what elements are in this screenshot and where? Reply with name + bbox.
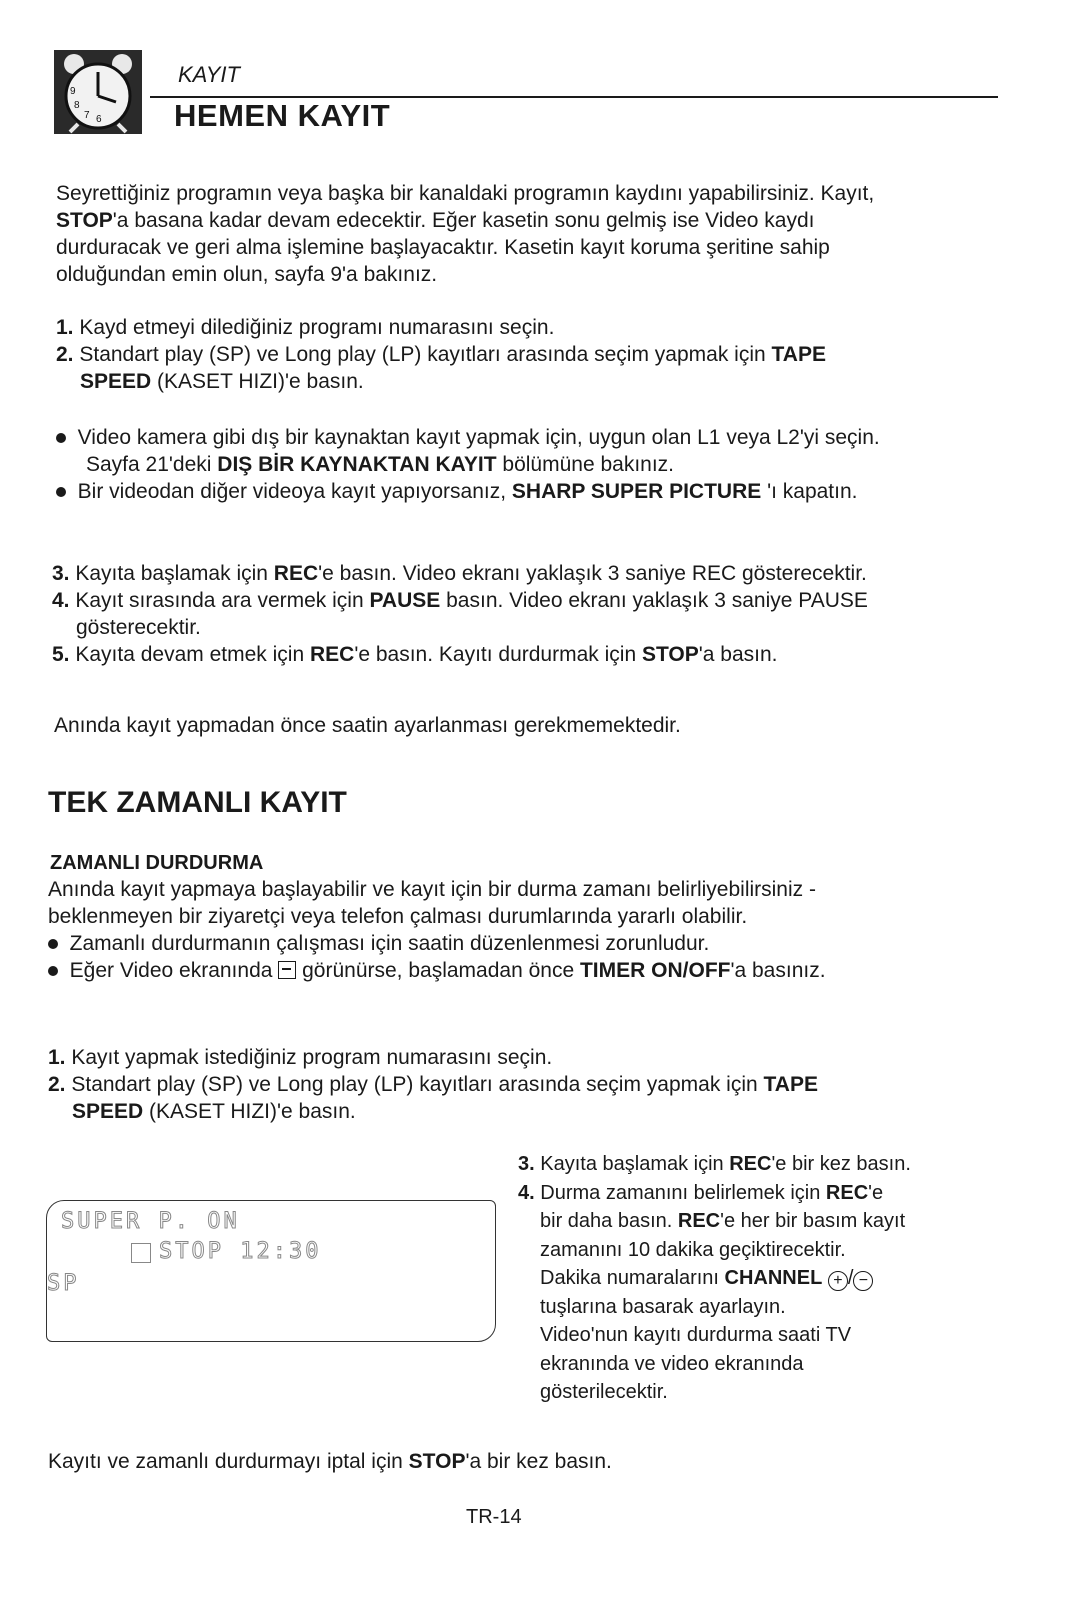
section-label: KAYIT bbox=[178, 62, 240, 87]
list-item: 1. Kayd etmeyi dilediğiniz programı numarasını seçin. bbox=[56, 316, 555, 339]
note-paragraph: Anında kayıt yapmadan önce saatin ayarlanması gerekmemektedir. bbox=[54, 714, 681, 737]
steps-list-1: 1. Kayd etmeyi dilediğiniz programı numarasını seçin. 2. Standart play (SP) ve Long play (LP) kayıtları arasında seçim yapmak için TAPE SPEED (KASET HIZI)'e basın. bbox=[56, 316, 826, 393]
section-title: TEK ZAMANLI KAYIT bbox=[48, 786, 347, 819]
list-item: Zamanlı durdurmanın çalışması için saatin düzenlenmesi zorunludur. bbox=[48, 930, 826, 957]
list-item: Video kamera gibi dış bir kaynaktan kayıt yapmak için, uygun olan L1 veya L2'yi seçin. bbox=[56, 424, 880, 451]
bullet-icon bbox=[56, 433, 66, 443]
tv-screen-illustration bbox=[46, 1200, 496, 1342]
bullet-list-1: Video kamera gibi dış bir kaynaktan kayıt yapmak için, uygun olan L1 veya L2'yi seçin. Sayfa 21'deki DIŞ BİR KAYNAKTAN KAYIT bölümüne bakınız. Bir videodan diğer videoya kayıt yapıyorsanız, SHARP SUPER PICTURE 'ı kapatın. bbox=[56, 424, 880, 505]
list-item: 2. Standart play (SP) ve Long play (LP) kayıtları arasında seçim yapmak için TAPE bbox=[56, 343, 826, 366]
bullet-icon bbox=[56, 487, 66, 497]
list-item: Eğer Video ekranında görünürse, başlamadan önce TIMER ON/OFF'a basınız. bbox=[48, 957, 826, 984]
section2-body: Anında kayıt yapmaya başlayabilir ve kayıt için bir durma zamanı belirliyebilirsiniz - beklenmeyen bir ziyaretçi veya telefon çalması durumlarında yararlı olabilir. Zamanlı durdurmanın çalışması için saatin düzenlenmesi zorunludur. Eğer Video ekranında görünürse, başlamadan önce TIMER ON/OFF'a basınız. bbox=[48, 878, 826, 982]
footer-note: Kayıtı ve zamanlı durdurmayı iptal için STOP'a bir kez basın. bbox=[48, 1450, 612, 1473]
svg-text:9: 9 bbox=[70, 86, 76, 97]
osd-line-2: STOP 12:30 bbox=[159, 1239, 322, 1264]
list-item: 1. Kayıt yapmak istediğiniz program numarasını seçin. bbox=[48, 1046, 553, 1069]
intro-paragraph: Seyrettiğiniz programın veya başka bir kanaldaki programın kaydını yapabilirsiniz. Kayıt, STOP'a basana kadar devam edecektir. Eğer kasetin sonu gelmiş ise Video kaydı durduracak ve geri alma işlemine başlayacaktır. Kasetin kayıt koruma şeritine sahip olduğundan emin olun, sayfa 9'a bakınız. bbox=[56, 182, 875, 286]
timer-icon bbox=[278, 961, 296, 979]
svg-text:6: 6 bbox=[96, 114, 102, 125]
page-number: TR-14 bbox=[466, 1506, 522, 1528]
osd-line-1: SUPER P. ON bbox=[61, 1209, 240, 1234]
osd-line-3: SP bbox=[47, 1271, 80, 1296]
list-item: Bir videodan diğer videoya kayıt yapıyorsanız, SHARP SUPER PICTURE 'ı kapatın. bbox=[56, 478, 880, 505]
svg-text:8: 8 bbox=[74, 100, 80, 111]
svg-text:7: 7 bbox=[84, 110, 90, 121]
list-item: 5. Kayıta devam etmek için REC'e basın. Kayıtı durdurmak için STOP'a basın. bbox=[52, 643, 778, 666]
steps-list-2: 3. Kayıta başlamak için REC'e basın. Video ekranı yaklaşık 3 saniye REC gösterecektir. 4. Kayıt sırasında ara vermek için PAUSE basın. Video ekranı yaklaşık 3 saniye PAUSE gösterecektir. 5. Kayıta devam etmek için REC'e basın. Kayıtı durdurmak için STOP'a basın. bbox=[52, 562, 868, 666]
list-item: 3. Kayıta başlamak için REC'e bir kez basın. bbox=[518, 1153, 911, 1175]
alarm-clock-icon bbox=[54, 50, 142, 134]
bullet-icon bbox=[48, 966, 58, 976]
bullet-icon bbox=[48, 939, 58, 949]
steps-list-3: 1. Kayıt yapmak istediğiniz program numarasını seçin. 2. Standart play (SP) ve Long play (LP) kayıtları arasında seçim yapmak için TAPE SPEED (KASET HIZI)'e basın. bbox=[48, 1046, 818, 1123]
list-item: 4. Durma zamanını belirlemek için REC'e bbox=[518, 1181, 884, 1204]
page-title: HEMEN KAYIT bbox=[174, 98, 391, 133]
list-item: 3. Kayıta başlamak için REC'e basın. Video ekranı yaklaşık 3 saniye REC gösterecektir. bbox=[52, 562, 867, 585]
minus-icon: − bbox=[853, 1271, 873, 1291]
steps-list-4: 3. Kayıta başlamak için REC'e bir kez basın. 4. Durma zamanını belirlemek için REC'e bir daha basın. REC'e her bir basım kayıt zamanını 10 dakika geçiktirecektir. Dakika numaralarını CHANNEL + / − tuşlarına basarak ayarlayın. Video'nun kayıtı durdurma saati TV ekranında ve video ekranında gösterilecektir. bbox=[518, 1150, 911, 1407]
plus-icon: + bbox=[828, 1271, 848, 1291]
section-subtitle: ZAMANLI DURDURMA bbox=[50, 852, 264, 874]
osd-timer-icon bbox=[131, 1243, 151, 1263]
list-item: 4. Kayıt sırasında ara vermek için PAUSE basın. Video ekranı yaklaşık 3 saniye PAUSE bbox=[52, 589, 868, 612]
list-item: 2. Standart play (SP) ve Long play (LP) kayıtları arasında seçim yapmak için TAPE bbox=[48, 1073, 818, 1096]
